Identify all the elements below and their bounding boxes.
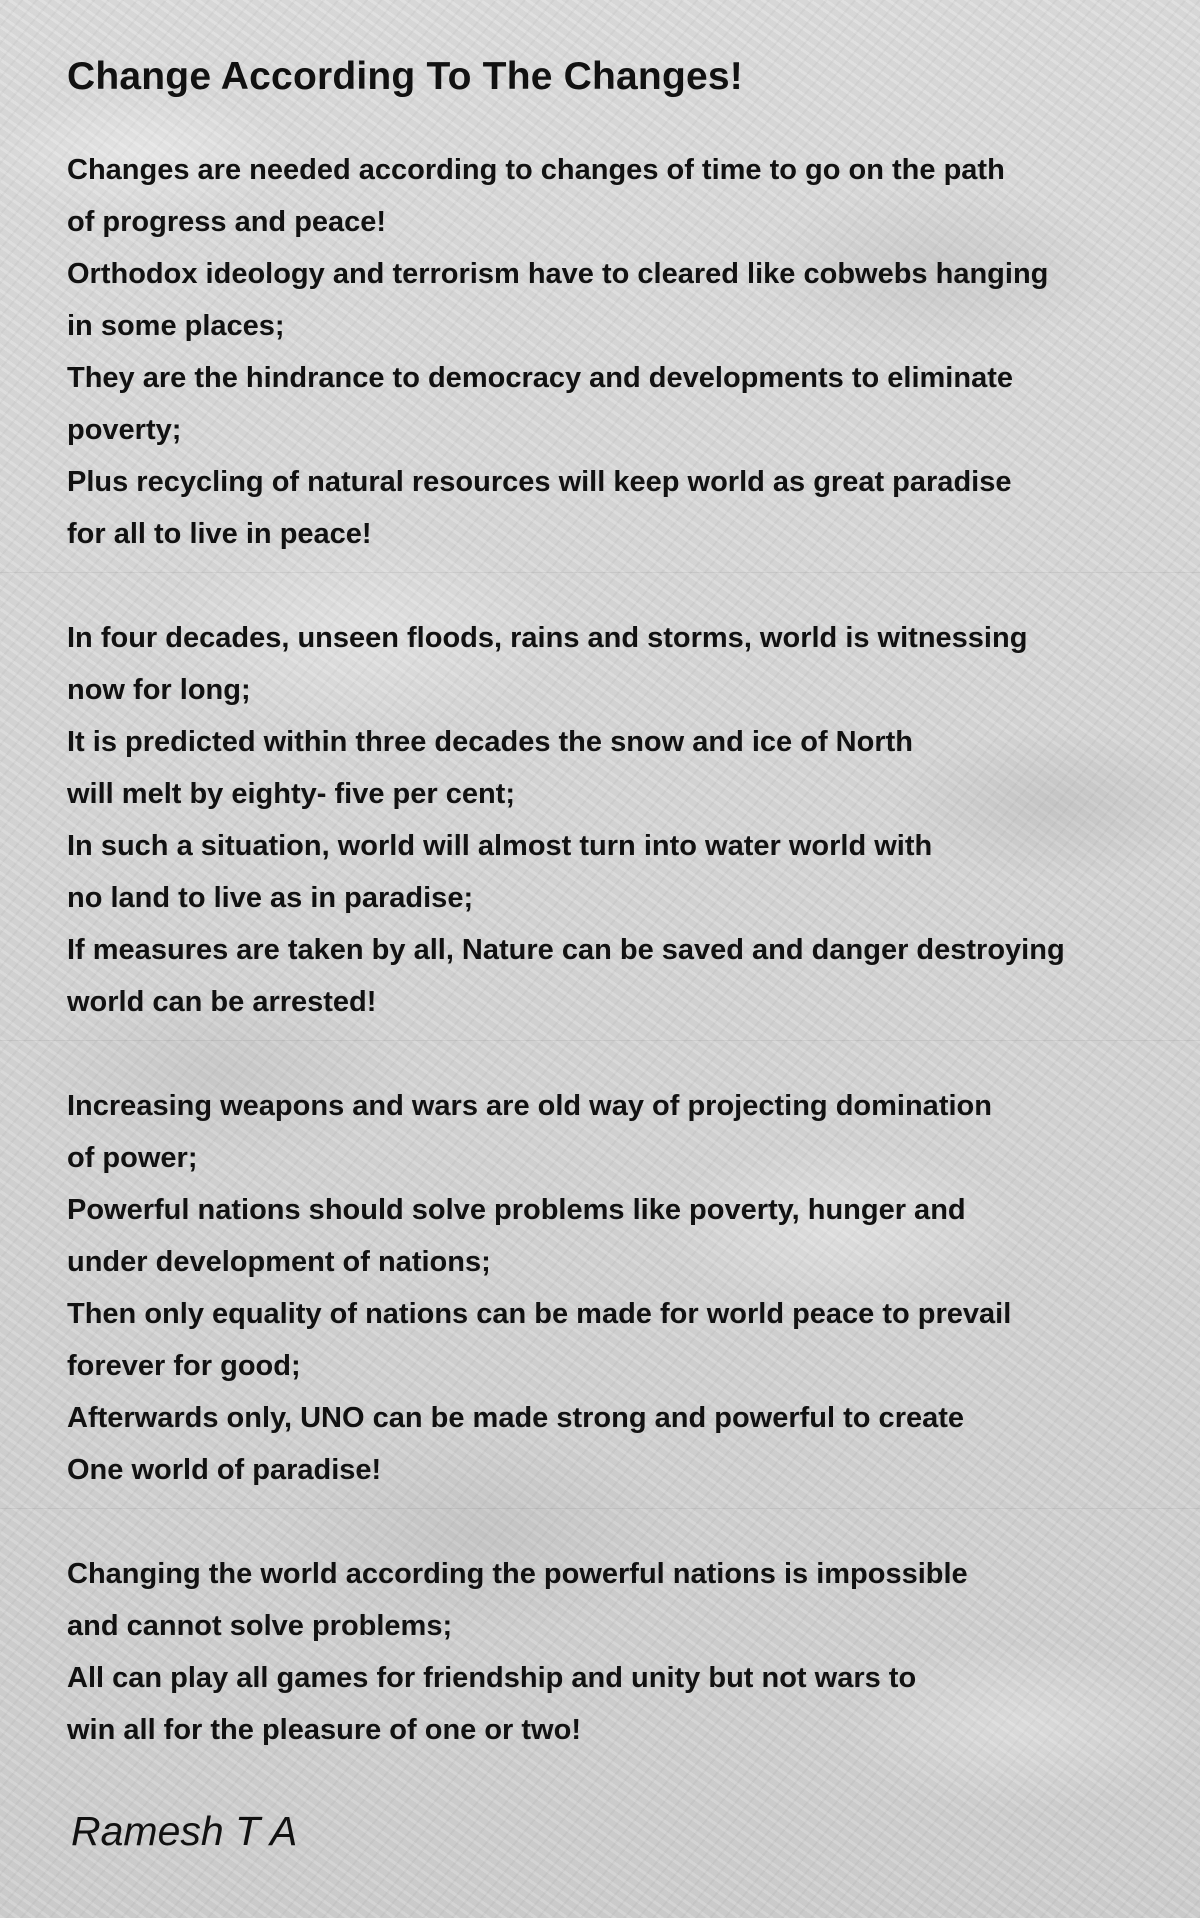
poem-line: In such a situation, world will almost turn into water world with: [67, 830, 933, 862]
poem-line: Afterwards only, UNO can be made strong and powerful to create: [67, 1402, 965, 1434]
poem-line: under development of nations;: [67, 1246, 491, 1278]
poem-line: world can be arrested!: [67, 986, 377, 1018]
poem-card: [67, 50, 1187, 1858]
poem-line: Changes are needed according to changes of time to go on the path: [67, 154, 1005, 186]
poem-line: of progress and peace!: [67, 206, 387, 238]
poem-line: All can play all games for friendship and unity but not wars to: [67, 1662, 917, 1694]
poem-author: Ramesh T A: [71, 1808, 298, 1854]
poem-line: no land to live as in paradise;: [67, 882, 474, 914]
poem-line: Increasing weapons and wars are old way of projecting domination: [67, 1090, 992, 1122]
poem-line: and cannot solve problems;: [67, 1610, 453, 1642]
poem-line: Changing the world according the powerful nations is impossible: [67, 1558, 968, 1590]
poem-line: will melt by eighty- five per cent;: [67, 778, 515, 810]
poem-line: Plus recycling of natural resources will keep world as great paradise: [67, 466, 1012, 498]
stanza-2: [67, 612, 1187, 1028]
stanza-1: [67, 144, 1187, 560]
poem-line: poverty;: [67, 414, 182, 446]
poem-line: forever for good;: [67, 1350, 301, 1382]
poem-line: of power;: [67, 1142, 198, 1174]
poem-line: If measures are taken by all, Nature can be saved and danger destroying: [67, 934, 1065, 966]
poem-line: Powerful nations should solve problems like poverty, hunger and: [67, 1194, 966, 1226]
poem-line: win all for the pleasure of one or two!: [67, 1714, 581, 1746]
poem-line: Then only equality of nations can be made for world peace to prevail: [67, 1298, 1012, 1330]
poem-line: It is predicted within three decades the snow and ice of North: [67, 726, 913, 758]
poem-line: now for long;: [67, 674, 251, 706]
poem-line: for all to live in peace!: [67, 518, 372, 550]
poem-line: They are the hindrance to democracy and developments to eliminate: [67, 362, 1013, 394]
poem-line: in some places;: [67, 310, 285, 342]
poem-title: Change According To The Changes!: [67, 55, 743, 98]
poem-line: Orthodox ideology and terrorism have to cleared like cobwebs hanging: [67, 258, 1049, 290]
stanza-3: [67, 1080, 1187, 1496]
poem-line: One world of paradise!: [67, 1454, 382, 1486]
stanza-4: [67, 1548, 1187, 1756]
poem-line: In four decades, unseen floods, rains and storms, world is witnessing: [67, 622, 1028, 654]
